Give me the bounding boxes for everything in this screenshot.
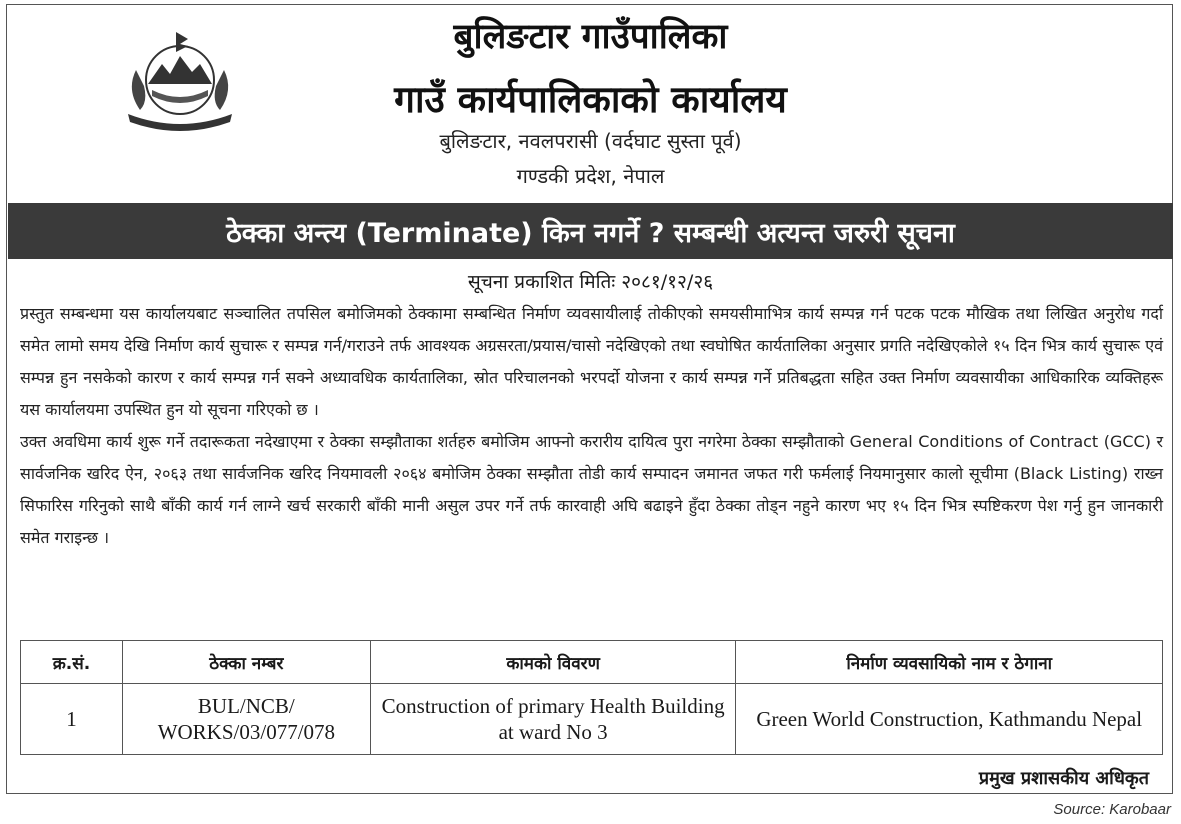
table-header-row [21, 641, 1163, 684]
cell-serial: 1 [21, 684, 123, 755]
cell-contract-number: BUL/NCB/ WORKS/03/077/078 [122, 684, 370, 755]
header-serial: क्र.सं. [21, 641, 123, 684]
address-line-2: गण्डकी प्रदेश, नेपाल [516, 164, 665, 188]
notice-body [20, 298, 1163, 554]
notice-paragraph-2: उक्त अवधिमा कार्य शुरू गर्ने तदारूकता नदेखाएमा र ठेक्का सम्झौताका शर्तहरु बमोजिम आफ्नो करारीय दायित्व पुरा नगरेमा ठेक्का सम्झौताको General Conditions of Contract (GCC) र सार्वजनिक खरिद ऐन, २०६३ तथा सार्वजनिक खरिद नियमावली २०६४ बमोजिम ठेक्का सम्झौता तोडी कार्य सम्पादन जमानत जफत गरी फर्मलाई नियमानुसार कालो सूचीमा (Black Listing) राख्न सिफारिस गरिनुको साथै बाँकी कार्य गर्न लाग्ने खर्च सरकारी बाँकी मानी असुल उपर गर्ने तर्फ कारवाही अघि बढाइने हुँदा ठेक्का तोड्न नहुने कारण भए १५ दिन भित्र स्पष्टिकरण पेश गर्नु हुन जानकारी समेत गराइन्छ । [20, 432, 1163, 547]
header-contract-number: ठेक्का नम्बर [122, 641, 370, 684]
published-date: सूचना प्रकाशित मितिः २०८१/१२/२६ [467, 271, 714, 293]
header-contractor: निर्माण व्यवसायिको नाम र ठेगाना [736, 641, 1163, 684]
cell-contractor: Green World Construction, Kathmandu Nepal [736, 684, 1163, 755]
address-line-1: बुलिङटार, नवलपरासी (वर्दघाट सुस्ता पूर्व) [439, 129, 742, 153]
contract-table [20, 640, 1163, 755]
header-work-description: कामको विवरण [370, 641, 736, 684]
office-subtitle: गाउँ कार्यपालिकाको कार्यालय [394, 78, 787, 121]
signatory: प्रमुख प्रशासकीय अधिकृत [978, 768, 1149, 789]
table-row [21, 684, 1163, 755]
notice-paragraph-1: प्रस्तुत सम्बन्धमा यस कार्यालयबाट सञ्चालित तपसिल बमोजिमको ठेक्कामा सम्बन्धित निर्माण व्यवसायीलाई तोकीएको समयसीमाभित्र कार्य सम्पन्न गर्न पटक पटक मौखिक तथा लिखित अनुरोध गर्दा समेत लामो समय देखि निर्माण कार्य सुचारू र सम्पन्न गर्न/गराउने तर्फ आवश्यक अग्रसरता/प्रयास/चासो नदेखिएको तथा स्वघोषित कार्यतालिका अनुसार प्रगति नदेखिएकोले १५ दिन भित्र कार्य सुचारू एवं सम्पन्न हुन नसकेको कारण र कार्य सम्पन्न गर्न सक्ने अध्यावधिक कार्यतालिका, स्रोत परिचालनको भरपर्दो योजना र कार्य सम्पन्न गर्ने प्रतिबद्धता सहित उक्त निर्माण व्यवसायीका आधिकारिक व्यक्तिहरू यस कार्यालयमा उपस्थित हुन यो सूचना गरिएको छ । [20, 304, 1163, 419]
cell-work-description: Construction of primary Health Building at ward No 3 [370, 684, 736, 755]
source-credit: Source: Karobaar [1053, 801, 1171, 818]
notice-title-banner: ठेक्का अन्त्य (Terminate) किन नगर्ने ? सम्बन्धी अत्यन्त जरुरी सूचना [8, 203, 1173, 259]
office-name: बुलिङटार गाउँपालिका [453, 17, 728, 57]
